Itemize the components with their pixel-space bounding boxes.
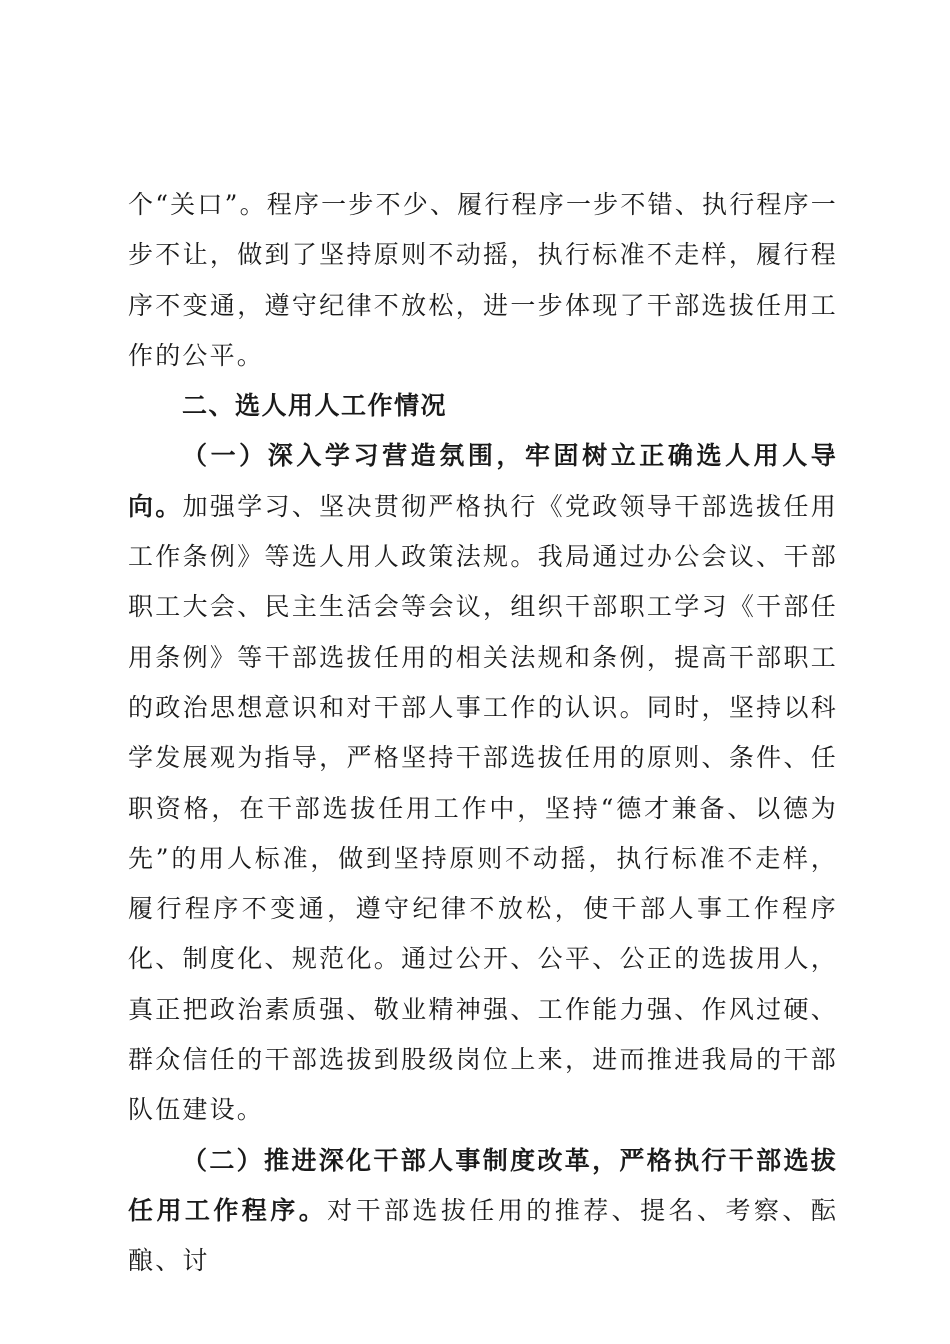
- subsection-2-paragraph: [128, 1136, 838, 1287]
- subsection-2-body: 对干部选拔任用的推荐、提名、考察、酝酿、讨: [128, 1195, 838, 1276]
- subsection-1-title: （一）深入学习营造氛围，牢固树立正确选人用人导向。: [128, 441, 838, 521]
- paragraph-continuation: 个“关口”。程序一步不少、履行程序一步不错、执行程序一步不让，做到了坚持原则不动摇，执行标准不走样，履行程序不变通，遵守纪律不放松，进一步体现了干部选拔任用工作的公平。: [128, 190, 838, 370]
- subsection-1-paragraph: [128, 431, 838, 1135]
- subsection-2-title: （二）推进深化干部人事制度改革，严格执行干部选拔任用工作程序。: [128, 1145, 838, 1225]
- document-body: [128, 180, 838, 1287]
- subsection-1-body: 加强学习、坚决贯彻严格执行《党政领导干部选拔任用工作条例》等选人用人政策法规。我局通过办公会议、干部职工大会、民主生活会等会议，组织干部职工学习《干部任用条例》等干部选拔任用的相关法规和条例，提高干部职工的政治思想意识和对干部人事工作的认识。同时，坚持以科学发展观为指导，严格坚持干部选拔任用的原则、条件、任职资格，在干部选拔任用工作中，坚持“德才兼备、以德为先”的用人标准，做到坚持原则不动摇，执行标准不走样，履行程序不变通，遵守纪律不放松，使干部人事工作程序化、制度化、规范化。通过公开、公平、公正的选拔用人，真正把政治素质强、敬业精神强、工作能力强、作风过硬、群众信任的干部选拔到股级岗位上来，进而推进我局的干部队伍建设。: [128, 491, 838, 1125]
- section-heading: 二、选人用人工作情况: [182, 391, 448, 421]
